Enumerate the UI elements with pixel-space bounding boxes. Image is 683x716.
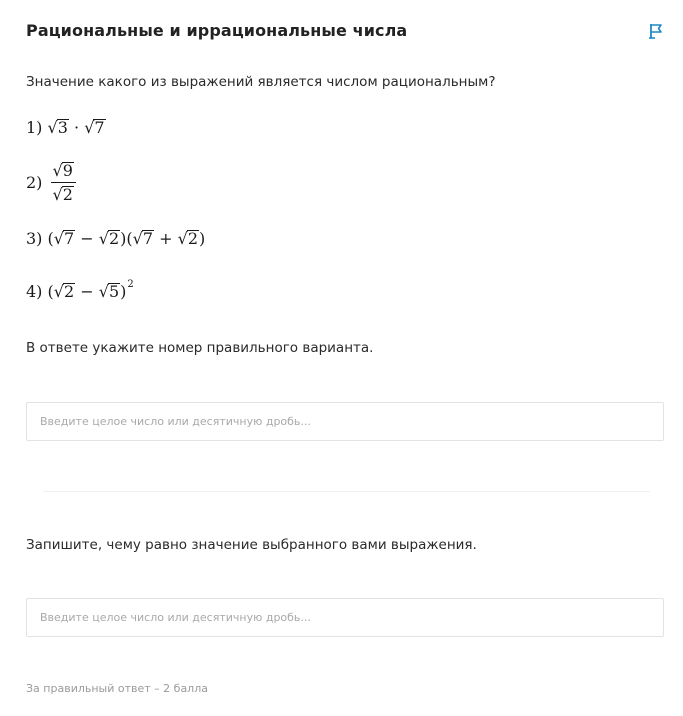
radicand: 9 [62, 161, 73, 180]
option-2 [26, 161, 76, 204]
fraction-denominator [51, 183, 76, 204]
instruction-text: В ответе укажите номер правильного варианта. [26, 340, 374, 356]
flag-icon[interactable] [648, 22, 664, 40]
operator: − [80, 229, 94, 248]
sqrt-expression: √2 [53, 282, 75, 301]
exponent: 2 [127, 279, 134, 290]
radicand: 2 [187, 229, 198, 248]
option-3 [26, 229, 205, 248]
sqrt-expression: √9 [52, 161, 73, 180]
fraction-numerator [51, 161, 76, 183]
radicand: 7 [63, 229, 75, 248]
radicand: 7 [142, 229, 154, 248]
option-label: 3) [26, 229, 43, 248]
paren: ( [47, 282, 54, 301]
answer-input-expression-value[interactable] [26, 598, 664, 637]
paren: ) [199, 229, 206, 248]
paren: ) [120, 282, 127, 301]
option-1 [26, 118, 106, 137]
operator: · [74, 118, 80, 137]
radicand: 2 [63, 282, 75, 301]
option-4 [26, 279, 134, 301]
sqrt-expression: √7 [53, 229, 75, 248]
page-title: Рациональные и иррациональные числа [26, 21, 408, 40]
fraction [51, 161, 76, 204]
sqrt-expression: √2 [177, 229, 198, 248]
option-label: 2) [26, 173, 43, 192]
sqrt-expression: √5 [98, 282, 120, 301]
instruction-text-2: Запишите, чему равно значение выбранного вами выражения. [26, 537, 477, 553]
sqrt-expression: √2 [98, 229, 120, 248]
answer-input-option-number[interactable] [26, 402, 664, 441]
radicand: 7 [94, 118, 105, 137]
radicand: 5 [108, 282, 120, 301]
radicand: 2 [108, 229, 120, 248]
radicand: 3 [57, 118, 68, 137]
question-text: Значение какого из выражений является числом рациональным? [26, 74, 496, 90]
sqrt-expression: √7 [84, 118, 105, 137]
operator: − [80, 282, 94, 301]
divider [43, 491, 650, 492]
paren: )( [120, 229, 133, 248]
sqrt-expression: √7 [132, 229, 154, 248]
operator: + [159, 229, 173, 248]
score-note: За правильный ответ – 2 балла [26, 682, 208, 695]
radicand: 2 [62, 185, 73, 204]
sqrt-expression: √3 [47, 118, 68, 137]
sqrt-expression: √2 [52, 185, 73, 204]
paren: ( [47, 229, 54, 248]
option-label: 4) [26, 282, 43, 301]
option-label: 1) [26, 118, 43, 137]
